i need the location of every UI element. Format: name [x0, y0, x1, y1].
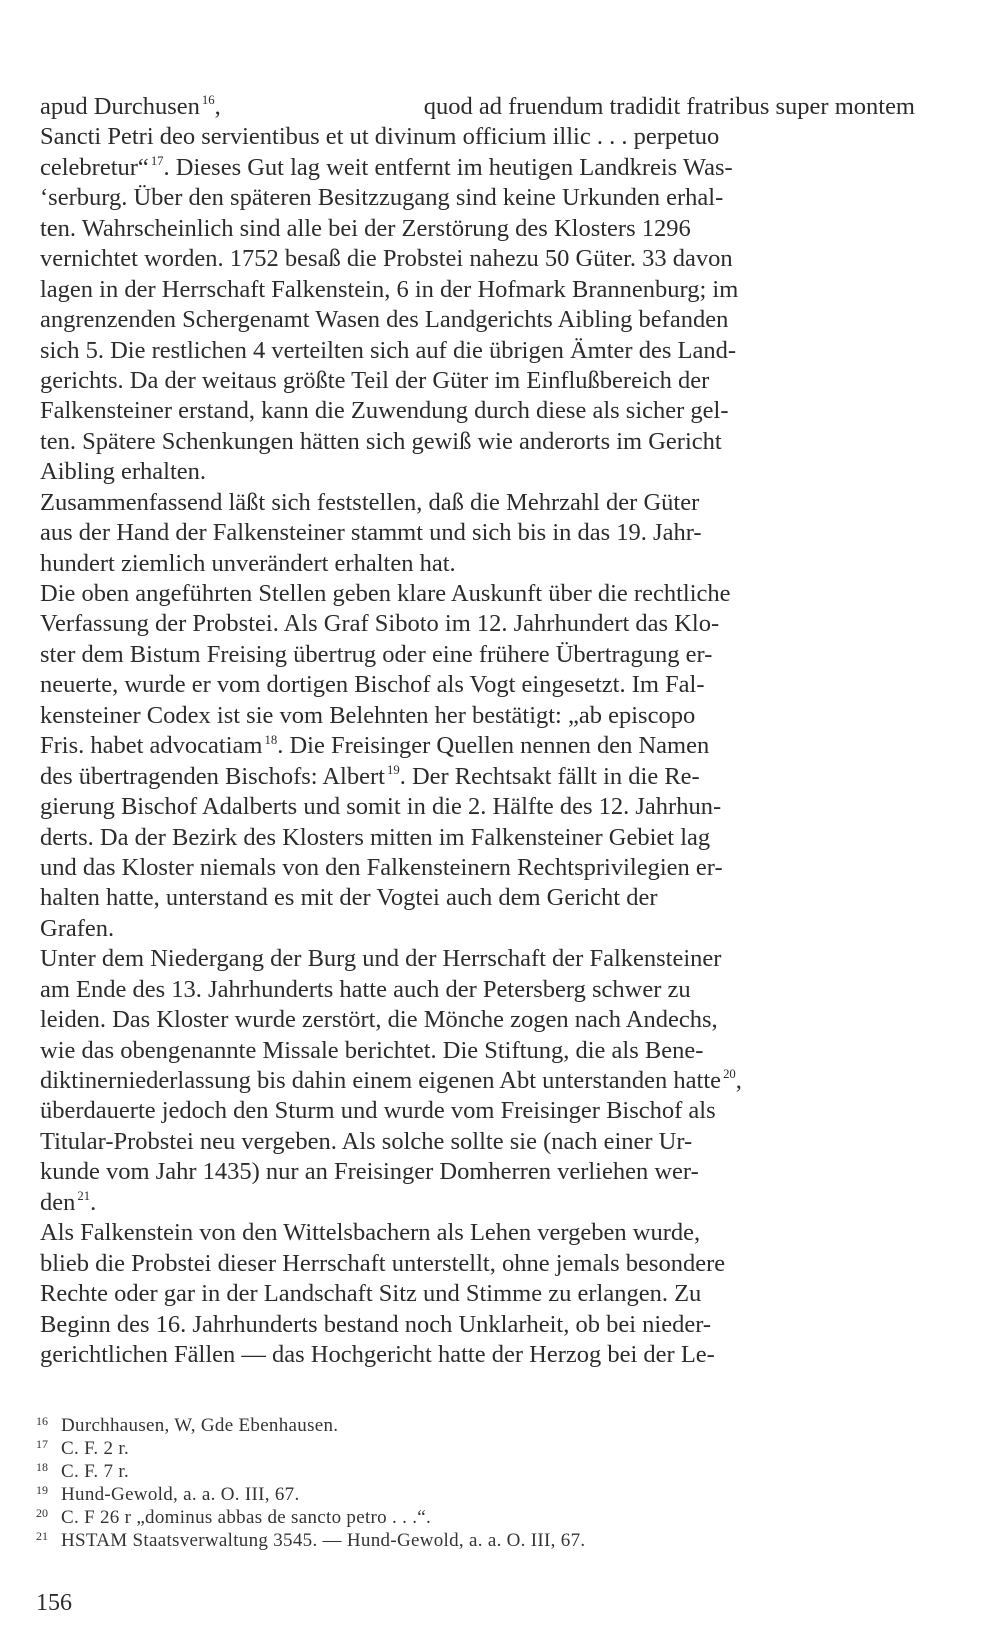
text-line: ‘serburg. Über den späteren Besitzzugang sind keine Urkunden erhal-	[40, 184, 724, 212]
text-line: leiden. Das Kloster wurde zerstört, die Mönche zogen nach Andechs,	[40, 1006, 718, 1034]
footnote-text: Durchhausen, W, Gde Ebenhausen.	[61, 1415, 339, 1436]
footnote-ref-21[interactable]: 21	[77, 1189, 91, 1204]
footnote-20	[36, 1506, 916, 1529]
text-line: kensteiner Codex ist sie vom Belehnten her bestätigt: „ab episcopo	[40, 701, 696, 729]
text-line: hundert ziemlich unverändert erhalten hat.	[40, 549, 456, 577]
text-line: kunde vom Jahr 1435) nur an Freisinger Domherren verliehen wer-	[40, 1158, 699, 1186]
text-line: überdauerte jedoch den Sturm und wurde vom Freisinger Bischof als	[40, 1097, 716, 1125]
text-line: Aibling erhalten.	[40, 458, 207, 486]
footnote-text: C. F. 2 r.	[61, 1438, 129, 1459]
footnote-number: 17	[36, 1437, 48, 1451]
footnote-number: 21	[36, 1529, 48, 1543]
text-line: am Ende des 13. Jahrhunderts hatte auch der Petersberg schwer zu	[40, 975, 691, 1003]
text-segment: Fris. habet advocatiam $^{18}$. Die Freisinger Quellen nennen den Namen	[40, 732, 710, 760]
footnote-text: C. F. 7 r.	[61, 1461, 129, 1482]
text-line: sich 5. Die restlichen 4 verteilten sich auf die übrigen Ämter des Land-	[40, 336, 736, 364]
text-line: blieb die Probstei dieser Herrschaft unterstellt, ohne jemals besondere	[40, 1249, 726, 1277]
text-line: neuerte, wurde er vom dortigen Bischof als Vogt eingesetzt. Im Fal-	[40, 671, 705, 699]
text-line: Beginn des 16. Jahrhunderts bestand noch Unklarheit, ob bei nieder-	[40, 1310, 712, 1338]
text-line: Sancti Petri deo servientibus et ut divinum officium illic . . . perpetuo	[40, 123, 720, 151]
text-line: Die oben angeführten Stellen geben klare Auskunft über die rechtliche	[40, 580, 731, 607]
text-segment: apud Durchusen $^{16}$,	[40, 93, 221, 120]
footnote-ref-18[interactable]: 18	[264, 732, 278, 747]
text-line	[40, 731, 915, 761]
footnote-18	[36, 1460, 916, 1483]
footnote-ref-19[interactable]: 19	[386, 763, 400, 778]
text-line	[40, 762, 915, 792]
footnote-number: 19	[36, 1483, 48, 1497]
main-text	[40, 92, 915, 1370]
text-line	[40, 1066, 915, 1096]
footnote-ref-16[interactable]: 16	[201, 93, 215, 108]
text-segment: quod ad fruendum tradidit fratribus super montem	[423, 93, 915, 120]
text-line	[40, 153, 915, 183]
footnote-text: C. F 26 r „dominus abbas de sancto petro . . .“.	[61, 1507, 432, 1528]
text-line: Verfassung der Probstei. Als Graf Siboto im 12. Jahrhundert das Klo-	[40, 610, 720, 638]
text-line: aus der Hand der Falkensteiner stammt und sich bis in das 19. Jahr-	[40, 519, 702, 547]
text-line: gerichtlichen Fällen — das Hochgericht hatte der Herzog bei der Le-	[40, 1340, 715, 1368]
footnote-text: HSTAM Staatsverwaltung 3545. — Hund-Gewold, a. a. O. III, 67.	[61, 1530, 586, 1551]
footnote-17	[36, 1437, 916, 1460]
text-line: angrenzenden Schergenamt Wasen des Landgerichts Aibling befanden	[40, 306, 729, 334]
footnote-21	[36, 1529, 916, 1552]
text-segment: des übertragenden Bischofs: Albert $^{19}$. Der Rechtsakt fällt in die Re-	[40, 762, 700, 790]
footnote-16	[36, 1414, 916, 1437]
footnote-19	[36, 1483, 916, 1506]
text-line: ten. Spätere Schenkungen hätten sich gewiß wie anderorts im Gericht	[40, 427, 722, 455]
footnote-number: 18	[36, 1460, 48, 1474]
text-segment: diktinerniederlassung bis dahin einem eigenen Abt unterstanden hatte $^{20}$,	[40, 1067, 742, 1094]
text-line: Falkensteiner erstand, kann die Zuwendung durch diese als sicher gel-	[40, 397, 729, 425]
text-line: Titular-Probstei neu vergeben. Als solche sollte sie (nach einer Ur-	[40, 1127, 693, 1155]
footnote-ref-17[interactable]: 17	[150, 154, 164, 169]
footnotes	[36, 1414, 916, 1552]
text-line: ster dem Bistum Freising übertrug oder eine frühere Übertragung er-	[40, 640, 713, 668]
text-segment: celebretur“ $^{17}$. Dieses Gut lag weit entfernt im heutigen Landkreis Was-	[40, 153, 733, 181]
text-line: Grafen.	[40, 914, 115, 942]
text-line: Rechte oder gar in der Landschaft Sitz und Stimme zu erlangen. Zu	[40, 1280, 702, 1308]
text-line: gierung Bischof Adalberts und somit in die 2. Hälfte des 12. Jahrhun-	[40, 793, 722, 821]
text-line: gerichts. Da der weitaus größte Teil der Güter im Einflußbereich der	[40, 366, 710, 394]
text-line: ten. Wahrscheinlich sind alle bei der Zerstörung des Klosters 1296	[40, 214, 691, 242]
text-line: Zusammenfassend läßt sich feststellen, daß die Mehrzahl der Güter	[40, 488, 700, 516]
footnote-text: Hund-Gewold, a. a. O. III, 67.	[61, 1484, 300, 1505]
page-number: 156	[36, 1590, 72, 1616]
text-line	[40, 1188, 915, 1218]
text-segment: den $^{21}$.	[40, 1188, 97, 1216]
text-line: lagen in der Herrschaft Falkenstein, 6 in der Hofmark Brannenburg; im	[40, 275, 739, 303]
text-line: wie das obengenannte Missale berichtet. Die Stiftung, die als Bene-	[40, 1036, 704, 1064]
text-line: und das Kloster niemals von den Falkensteinern Rechtsprivilegien er-	[40, 853, 723, 881]
text-line	[40, 92, 915, 122]
text-line: vernichtet worden. 1752 besaß die Probstei nahezu 50 Güter. 33 davon	[40, 245, 733, 273]
footnote-number: 20	[36, 1506, 48, 1520]
text-line: Unter dem Niedergang der Burg und der Herrschaft der Falkensteiner	[40, 945, 722, 973]
text-line: derts. Da der Bezirk des Klosters mitten im Falkensteiner Gebiet lag	[40, 823, 711, 851]
footnote-number: 16	[36, 1414, 48, 1428]
text-line: halten hatte, unterstand es mit der Vogtei auch dem Gericht der	[40, 884, 658, 912]
footnote-ref-20[interactable]: 20	[723, 1067, 736, 1082]
text-line: Als Falkenstein von den Wittelsbachern als Lehen vergeben wurde,	[40, 1219, 701, 1247]
